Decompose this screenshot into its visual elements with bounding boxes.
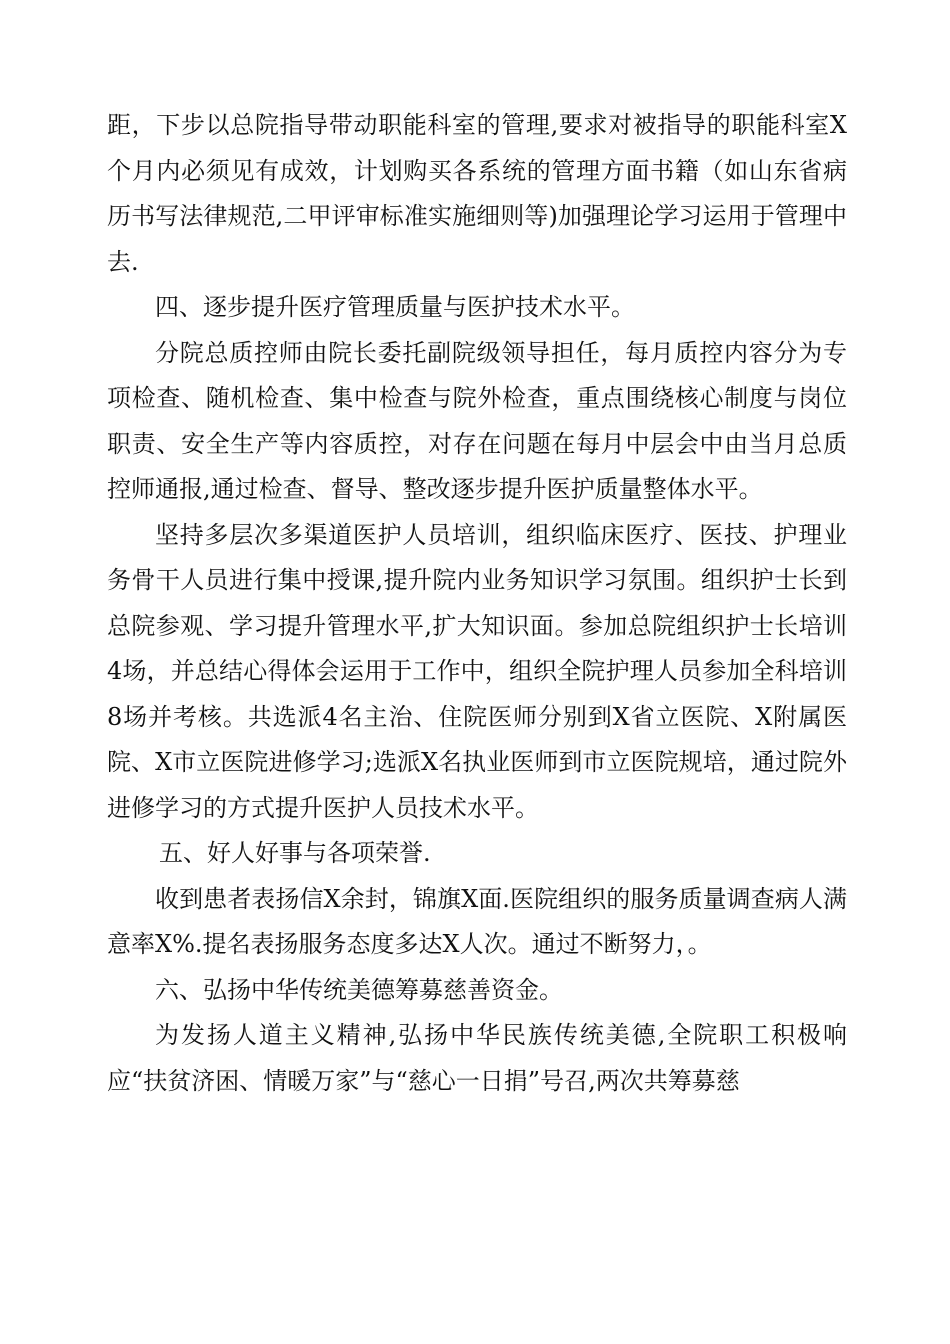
section-heading-4: 四、逐步提升医疗管理质量与医护技术水平。 [155, 293, 635, 321]
paragraph-charity: 为发扬人道主义精神,弘扬中华民族传统美德,全院职工积极响应“扶贫济困、情暖万家”与“慈心一日捐”号召,两次共筹募慈 [107, 1021, 847, 1095]
paragraph-continued: 距，下步以总院指导带动职能科室的管理,要求对被指导的职能科室X个月内必须见有成效，计划购买各系统的管理方面书籍（如山东省病历书写法律规范,二甲评审标准实施细则等)加强理论学习运用于管理中去. [107, 111, 847, 276]
paragraph-honors: 收到患者表扬信X余封，锦旗X面.医院组织的服务质量调查病人满意率X%.提名表扬服务态度多达X人次。通过不断努力，。 [107, 884, 847, 958]
section-heading-6: 六、弘扬中华传统美德筹募慈善资金。 [155, 975, 563, 1004]
section-heading-5: 五、好人好事与各项荣誉. [159, 839, 431, 867]
paragraph-training: 坚持多层次多渠道医护人员培训，组织临床医疗、医技、护理业务骨干人员进行集中授课,提升院内业务知识学习氛围。组织护士长到总院参观、学习提升管理水平,扩大知识面。参加总院组织护士长培训4场，并总结心得体会运用于工作中，组织全院护理人员参加全科培训8场并考核。共选派4名主治、住院医师分别到X省立医院、X附属医院、X市立医院进修学习;选派X名执业医师到市立医院规培，通过院外进修学习的方式提升医护人员技术水平。 [107, 520, 847, 822]
document-page [107, 103, 847, 1104]
paragraph-quality-control: 分院总质控师由院长委托副院级领导担任，每月质控内容分为专项检查、随机检查、集中检查与院外检查，重点围绕核心制度与岗位职责、安全生产等内容质控，对存在问题在每月中层会中由当月总质控师通报,通过检查、督导、整改逐步提升医护质量整体水平。 [107, 338, 847, 503]
